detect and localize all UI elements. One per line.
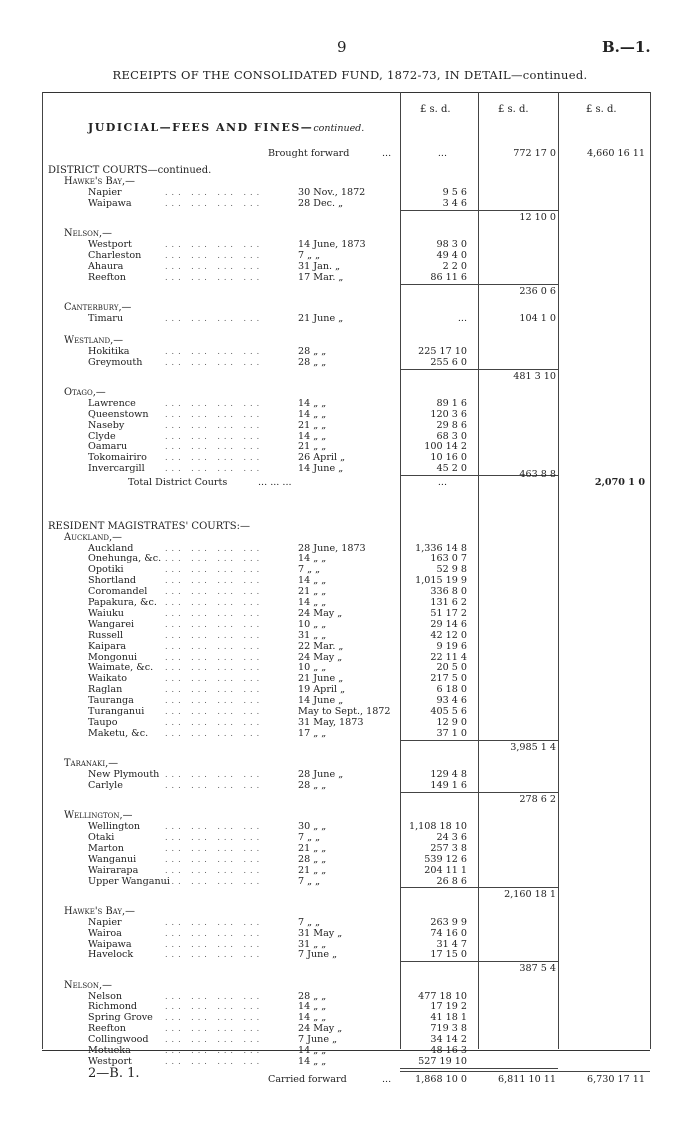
court-name: Westport — [88, 239, 132, 251]
amount-cell: 1,868 10 0 — [415, 1073, 467, 1085]
court-date: 7 June „ — [298, 949, 338, 961]
court-name: Napier — [88, 187, 122, 199]
court-name: Oamaru — [88, 441, 128, 453]
amount-cell: 48 16 3 — [430, 1045, 467, 1057]
subtotal-cell: 3,985 1 4 — [510, 741, 556, 753]
page-title: RECEIPTS OF THE CONSOLIDATED FUND, 1872-73, IN DETAIL—continued. — [112, 68, 588, 82]
leader-dots: ... ... ... ... — [165, 272, 264, 282]
court-date: 21 „ „ — [298, 842, 327, 854]
currency-header: £ s. d. — [498, 104, 529, 115]
subtotal-cell: 12 10 0 — [519, 212, 556, 224]
court-date: 14 „ „ — [298, 408, 327, 420]
amount-cell: 129 4 8 — [430, 769, 467, 781]
court-name: Shortland — [88, 575, 137, 587]
leader-dots: ... ... ... ... — [165, 565, 264, 575]
court-date: 26 April „ — [298, 452, 346, 464]
leader-dots: ... ... ... ... — [165, 453, 264, 463]
amount-cell: 22 11 4 — [430, 651, 467, 663]
subtotal-cell: 6,811 10 11 — [498, 1073, 556, 1085]
court-date: 31 „ „ — [298, 629, 327, 641]
leader-dots: ... ... ... ... — [165, 950, 264, 960]
court-name: Auckland — [88, 542, 134, 554]
court-name: Opotiki — [88, 564, 124, 576]
amount-cell: 29 8 6 — [436, 419, 467, 431]
currency-header: £ s. d. — [420, 104, 451, 115]
brought-forward-dots: ... — [382, 148, 392, 159]
court-name: Spring Grove — [88, 1012, 153, 1024]
ledger-row-item — [0, 357, 700, 369]
court-name: Havelock — [88, 949, 134, 961]
court-date: 7 „ „ — [298, 831, 321, 843]
court-name: Charleston — [88, 250, 142, 262]
leader-dots: ... ... ... ... — [165, 770, 264, 780]
court-date: 21 „ „ — [298, 441, 327, 453]
carried-forward-rule — [400, 1071, 650, 1072]
court-date: 14 „ „ — [298, 597, 327, 609]
amount-cell: 719 3 8 — [430, 1023, 467, 1035]
amount-cell: 89 1 6 — [436, 397, 467, 409]
court-name: Naseby — [88, 419, 125, 431]
total-label: Total District Courts — [128, 477, 228, 489]
court-name: Clyde — [88, 430, 116, 442]
subtotal-cell: 278 6 2 — [519, 793, 556, 805]
leader-dots: ... ... ... ... — [165, 865, 264, 875]
court-date: 14 June „ — [298, 695, 344, 707]
court-name: Waipawa — [88, 198, 132, 210]
currency-header: £ s. d. — [586, 104, 617, 115]
leader-dots: ... ... ... ... — [165, 652, 264, 662]
amount-cell: 17 15 0 — [430, 949, 467, 961]
amount-cell: 336 8 0 — [430, 586, 467, 598]
amount-cell: 6 18 0 — [436, 684, 467, 696]
leader-dots: ... ... ... ... — [165, 663, 264, 673]
ledger-row-sum — [0, 212, 700, 224]
court-name: Napier — [88, 916, 122, 928]
leader-dots: ... ... ... ... — [165, 420, 264, 430]
amount-cell: 37 1 0 — [436, 727, 467, 739]
amount-cell: ... — [437, 148, 447, 159]
amount-cell: 2 2 0 — [442, 261, 467, 273]
court-name: Coromandel — [88, 586, 148, 598]
court-date: 17 Mar. „ — [298, 271, 344, 283]
leader-dots: ... ... ... ... — [165, 442, 264, 452]
amount-cell: 255 6 0 — [430, 356, 467, 368]
leader-dots: ... ... ... ... — [165, 1035, 264, 1045]
subtotal-cell: 481 3 10 — [513, 370, 556, 382]
court-date: 14 „ „ — [298, 1012, 327, 1024]
leader-dots: ... ... ... — [258, 477, 292, 489]
leader-dots: ... ... ... ... — [165, 314, 264, 324]
amount-cell: 74 16 0 — [430, 927, 467, 939]
subtotal-cell: 236 0 6 — [519, 285, 556, 297]
leader-dots: ... ... ... ... — [165, 199, 264, 209]
leader-dots: ... ... ... ... — [165, 1046, 264, 1056]
leader-dots: ... ... ... ... — [165, 843, 264, 853]
amount-cell: 42 12 0 — [430, 629, 467, 641]
sum-rule — [400, 740, 558, 741]
court-date: 24 May „ — [298, 1023, 343, 1035]
amount-cell: 527 19 10 — [418, 1055, 467, 1067]
court-name: Waimate, &c. — [88, 662, 154, 674]
leader-dots: ... ... ... ... — [165, 464, 264, 474]
district-heading: Hawke's Bay,— — [64, 905, 135, 917]
leader-dots: ... ... ... ... — [165, 251, 264, 261]
court-name: Nelson — [88, 990, 123, 1002]
court-date: 21 June „ — [298, 673, 344, 685]
amount-cell: 539 12 6 — [424, 853, 467, 865]
amount-cell: 100 14 2 — [424, 441, 467, 453]
court-date: 24 May „ — [298, 607, 343, 619]
amount-cell: 1,015 19 9 — [415, 575, 467, 587]
leader-dots: ... ... ... ... — [165, 707, 264, 717]
court-date: 7 „ „ — [298, 564, 321, 576]
court-date: 30 Nov., 1872 — [298, 187, 366, 199]
leader-dots: ... ... ... ... — [165, 630, 264, 640]
amount-cell: 257 3 8 — [430, 842, 467, 854]
ledger-row-sum — [0, 889, 700, 901]
subtotal-cell: 2,160 18 1 — [504, 889, 556, 901]
amount-cell: 86 11 6 — [430, 271, 467, 283]
court-date: 14 „ „ — [298, 1045, 327, 1057]
court-name: Mongonui — [88, 651, 138, 663]
amount-cell: 163 0 7 — [430, 553, 467, 565]
ledger-row-sum — [0, 286, 700, 298]
amount-cell: 93 4 6 — [436, 695, 467, 707]
leader-dots: ... ... ... ... — [165, 917, 264, 927]
amount-cell: 20 5 0 — [436, 662, 467, 674]
leader-dots: ... ... ... ... — [165, 641, 264, 651]
amount-cell: 12 9 0 — [436, 716, 467, 728]
court-name: Onehunga, &c. — [88, 553, 162, 565]
amount-cell: 225 17 10 — [418, 345, 467, 357]
amount-cell: 31 4 7 — [436, 938, 467, 950]
court-name: Wanganui — [88, 853, 137, 865]
total-cell: 6,730 17 11 — [587, 1073, 645, 1085]
court-date: 22 Mar. „ — [298, 640, 344, 652]
subtotal-cell: 463 8 8 — [519, 469, 556, 481]
amount-cell: 34 14 2 — [430, 1034, 467, 1046]
ledger-row-sum — [0, 371, 700, 383]
court-name: Otaki — [88, 831, 115, 843]
court-date: 31 May „ — [298, 927, 343, 939]
court-name: Raglan — [88, 684, 123, 696]
amount-cell: ... — [457, 313, 467, 325]
sum-rule — [400, 284, 558, 285]
amount-cell: 477 18 10 — [418, 990, 467, 1002]
court-date: 28 Dec. „ — [298, 198, 344, 210]
court-date: 24 May „ — [298, 651, 343, 663]
amount-cell: 52 9 8 — [436, 564, 467, 576]
court-name: Wairoa — [88, 927, 122, 939]
court-name: Marton — [88, 842, 124, 854]
subtotal-cell: 387 5 4 — [519, 963, 556, 975]
court-name: Greymouth — [88, 356, 143, 368]
leader-dots: ... ... ... ... — [165, 939, 264, 949]
court-name: Invercargill — [88, 463, 145, 475]
amount-cell: 49 4 0 — [436, 250, 467, 262]
ledger-row-item — [0, 728, 700, 740]
amount-cell: 217 5 0 — [430, 673, 467, 685]
court-name: Waikato — [88, 673, 127, 685]
leader-dots: ... ... ... ... — [165, 822, 264, 832]
ledger-row-sum — [0, 742, 700, 754]
court-date: 28 „ „ — [298, 779, 327, 791]
ledger-row-item — [0, 780, 700, 792]
ledger-row-item — [0, 198, 700, 210]
district-heading: Hawke's Bay,— — [64, 176, 135, 188]
court-name: Kaipara — [88, 640, 127, 652]
court-date: 14 „ „ — [298, 397, 327, 409]
court-date: 7 „ „ — [298, 916, 321, 928]
district-heading: Otago,— — [64, 386, 106, 398]
leader-dots: ... ... ... ... — [165, 674, 264, 684]
leader-dots: ... ... ... ... — [165, 554, 264, 564]
page-footer: 2—B. 1. — [88, 1066, 140, 1081]
ledger-row-item — [0, 876, 700, 888]
court-date: 28 „ „ — [298, 990, 327, 1002]
ledger-row-bf — [0, 148, 700, 160]
court-date: 7 „ „ — [298, 875, 321, 887]
ledger-row-item — [0, 949, 700, 961]
court-date: 14 „ „ — [298, 553, 327, 565]
amount-cell: 29 14 6 — [430, 618, 467, 630]
leader-dots: ... ... ... ... — [165, 991, 264, 1001]
court-date: 7 „ „ — [298, 250, 321, 262]
amount-cell: 120 3 6 — [430, 408, 467, 420]
court-name: Westport — [88, 1055, 132, 1067]
amount-cell: 204 11 1 — [424, 864, 467, 876]
court-date: 14 „ „ — [298, 575, 327, 587]
amount-cell: 405 5 6 — [430, 706, 467, 718]
amount-cell: 26 8 6 — [436, 875, 467, 887]
leader-dots: ... ... ... ... — [165, 928, 264, 938]
court-date: 14 June, 1873 — [298, 239, 366, 251]
court-name: Wellington — [88, 821, 141, 833]
sum-rule — [400, 210, 558, 211]
court-name: Motueka — [88, 1045, 131, 1057]
district-heading: Nelson,— — [64, 979, 112, 991]
section-heading-continued: continued. — [313, 123, 365, 134]
court-date: 14 „ „ — [298, 1001, 327, 1013]
court-name: Tokomairiro — [88, 452, 147, 464]
court-date: 7 June „ — [298, 1034, 338, 1046]
court-name: Waipawa — [88, 938, 132, 950]
amount-cell: 41 18 1 — [430, 1012, 467, 1024]
court-date: 21 „ „ — [298, 419, 327, 431]
subtotal-cell: 104 1 0 — [519, 313, 556, 325]
sum-rule — [400, 961, 558, 962]
subtotal-cell: 772 17 0 — [513, 148, 556, 159]
court-name: Reefton — [88, 1023, 126, 1035]
amount-cell: 149 1 6 — [430, 779, 467, 791]
leader-dots: ... ... ... ... — [165, 685, 264, 695]
court-name: Queenstown — [88, 408, 149, 420]
carried-forward-label: Carried forward — [268, 1073, 347, 1085]
court-name: Papakura, &c. — [88, 597, 157, 609]
leader-dots: ... ... ... ... — [165, 854, 264, 864]
page-number: 9 — [337, 38, 347, 56]
court-date: 31 May, 1873 — [298, 716, 364, 728]
court-name: Taupo — [88, 716, 118, 728]
leader-dots: ... ... ... ... — [165, 188, 264, 198]
district-heading: Auckland,— — [64, 531, 122, 543]
leader-dots: ... ... ... ... — [165, 1024, 264, 1034]
court-date: 21 June „ — [298, 313, 344, 325]
leader-dots: ... ... ... ... — [165, 346, 264, 356]
leader-dots: ... ... ... ... — [165, 587, 264, 597]
ledger-row-sum — [0, 963, 700, 975]
amount-cell: 9 19 6 — [436, 640, 467, 652]
court-date: 31 Jan. „ — [298, 261, 341, 273]
amount-cell: 1,108 18 10 — [409, 821, 467, 833]
sum-rule — [400, 792, 558, 793]
court-date: 21 „ „ — [298, 864, 327, 876]
court-name: Hokitika — [88, 345, 130, 357]
court-group-heading: DISTRICT COURTS—continued. — [48, 165, 212, 177]
court-name: Russell — [88, 629, 124, 641]
amount-cell: 51 17 2 — [430, 607, 467, 619]
sum-rule — [400, 887, 558, 888]
court-date: 31 „ „ — [298, 938, 327, 950]
court-name: Maketu, &c. — [88, 727, 149, 739]
court-date: 14 „ „ — [298, 430, 327, 442]
court-name: Carlyle — [88, 779, 123, 791]
total-cell: 4,660 16 11 — [587, 148, 645, 159]
section-heading-text: JUDICIAL—FEES AND FINES— — [88, 121, 314, 134]
sum-rule — [400, 369, 558, 370]
court-date: 10 „ „ — [298, 618, 327, 630]
district-heading: Canterbury,— — [64, 302, 132, 314]
leader-dots: ... ... ... ... — [165, 543, 264, 553]
amount-cell: 1,336 14 8 — [415, 542, 467, 554]
sum-rule — [400, 1068, 558, 1069]
court-date: 17 „ „ — [298, 727, 327, 739]
amount-cell: 98 3 0 — [436, 239, 467, 251]
court-date: 30 „ „ — [298, 821, 327, 833]
court-date: 28 „ „ — [298, 853, 327, 865]
court-group-heading: RESIDENT MAGISTRATES' COURTS:— — [48, 520, 250, 532]
amount-cell: 24 3 6 — [436, 831, 467, 843]
leader-dots: ... ... ... ... — [165, 398, 264, 408]
court-date: 28 „ „ — [298, 356, 327, 368]
leader-dots: ... ... ... ... — [165, 832, 264, 842]
amount-cell: 9 5 6 — [442, 187, 467, 199]
amount-cell: 3 4 6 — [442, 198, 467, 210]
amount-cell: 68 3 0 — [436, 430, 467, 442]
leader-dots: ... ... ... ... — [165, 780, 264, 790]
amount-cell: 10 16 0 — [430, 452, 467, 464]
leader-dots: ... ... ... ... — [165, 696, 264, 706]
leader-dots: ... ... ... ... — [165, 619, 264, 629]
court-name: Richmond — [88, 1001, 138, 1013]
amount-cell: ... — [437, 477, 447, 489]
district-heading: Nelson,— — [64, 228, 112, 240]
court-name: Collingwood — [88, 1034, 149, 1046]
court-date: 21 „ „ — [298, 586, 327, 598]
district-heading: Taranaki,— — [64, 758, 119, 770]
document-code: B.—1. — [602, 38, 651, 56]
court-date: 28 June, 1873 — [298, 542, 366, 554]
leader-dots: ... ... ... ... — [165, 728, 264, 738]
amount-cell: 45 2 0 — [436, 463, 467, 475]
court-name: Wairarapa — [88, 864, 139, 876]
court-name: Lawrence — [88, 397, 136, 409]
court-date: 28 „ „ — [298, 345, 327, 357]
court-date: 28 June „ — [298, 769, 344, 781]
ledger-row-sum — [0, 794, 700, 806]
amount-cell: 131 6 2 — [430, 597, 467, 609]
leader-dots: ... ... ... ... — [165, 717, 264, 727]
leader-dots: ... ... ... ... — [165, 598, 264, 608]
brought-forward-label: Brought forward — [268, 148, 350, 159]
district-heading: Westland,— — [64, 334, 123, 346]
court-name: Waiuku — [88, 607, 124, 619]
court-name: Wangarei — [88, 618, 135, 630]
court-date: 14 June „ — [298, 463, 344, 475]
ledger-row-item — [0, 463, 700, 475]
leader-dots: ... ... ... ... — [165, 409, 264, 419]
court-name: Timaru — [88, 313, 124, 325]
leader-dots: ... ... ... ... — [165, 1002, 264, 1012]
court-name: Tauranga — [88, 695, 134, 707]
court-name: Reefton — [88, 271, 126, 283]
leader-dots: ... ... ... ... — [165, 608, 264, 618]
amount-cell: 17 19 2 — [430, 1001, 467, 1013]
leader-dots: ... ... ... ... — [165, 1013, 264, 1023]
leader-dots: ... ... ... ... — [165, 576, 264, 586]
amount-cell: 263 9 9 — [430, 916, 467, 928]
ledger-row-item — [0, 272, 700, 284]
court-date: May to Sept., 1872 — [298, 706, 391, 718]
court-name: Upper Wanganui — [88, 875, 170, 887]
leader-dots: ... ... ... ... — [165, 240, 264, 250]
court-name: New Plymouth — [88, 769, 160, 781]
section-heading — [88, 121, 364, 134]
leader-dots: ... ... ... ... — [165, 431, 264, 441]
court-date: 10 „ „ — [298, 662, 327, 674]
court-date: 19 April „ — [298, 684, 346, 696]
leader-dots: ... ... ... ... — [165, 357, 264, 367]
district-heading: Wellington,— — [64, 810, 133, 822]
court-name: Ahaura — [88, 261, 124, 273]
leader-dots: ... ... ... ... — [165, 876, 264, 886]
leader-dots: ... ... ... ... — [165, 1056, 264, 1066]
court-name: Turanganui — [88, 706, 145, 718]
court-date: 14 „ „ — [298, 1055, 327, 1067]
total-cell: 2,070 1 0 — [594, 477, 645, 489]
carried-forward-dots: ... — [382, 1073, 392, 1085]
leader-dots: ... ... ... ... — [165, 262, 264, 272]
